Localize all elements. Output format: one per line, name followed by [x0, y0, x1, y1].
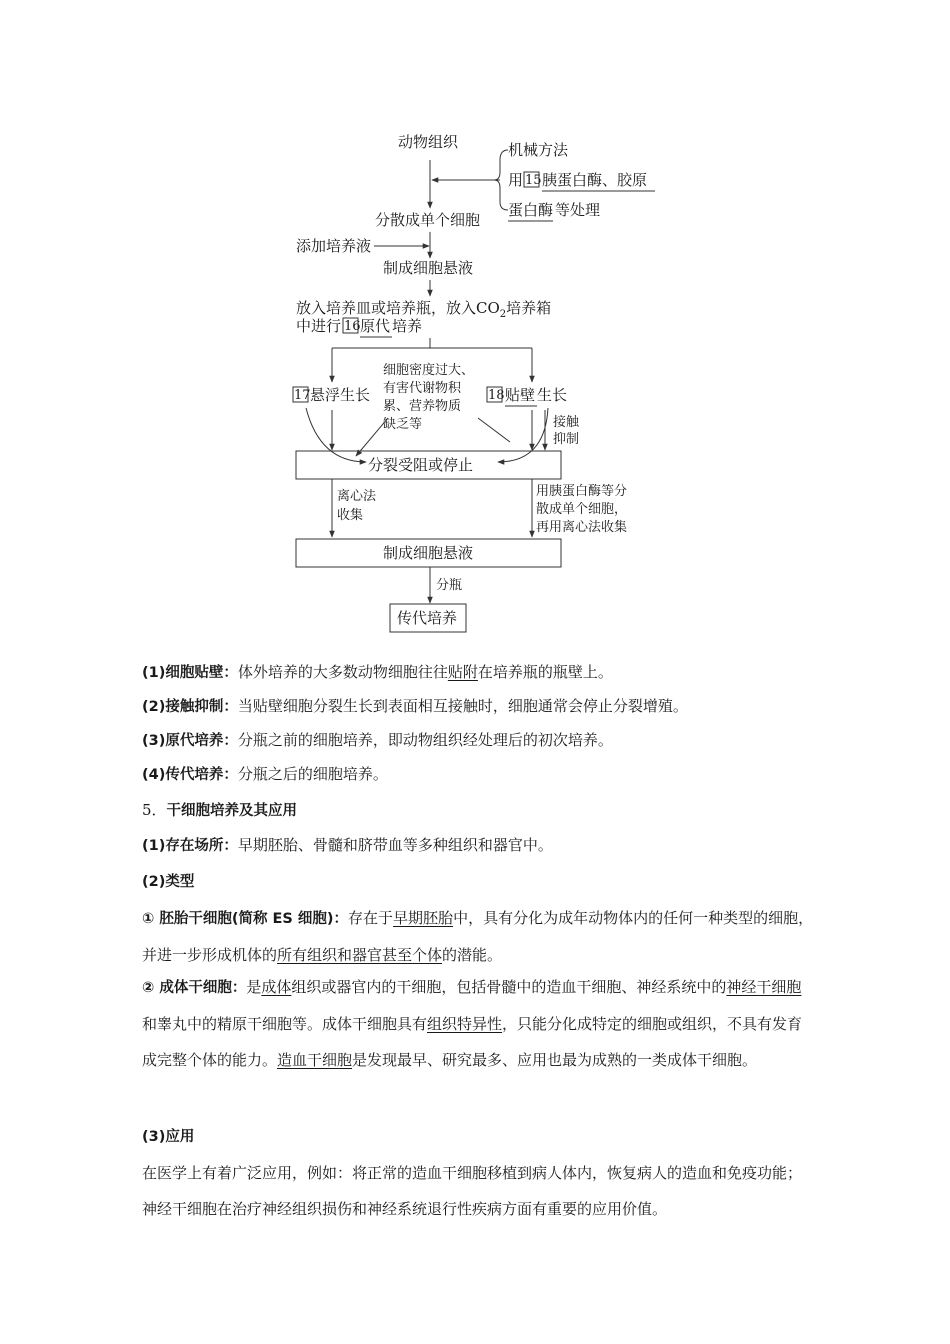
p1-b: 在培养瓶的瓶壁上。	[477, 663, 613, 681]
adherent-growth: 贴壁	[505, 386, 536, 404]
c2-d: ，只能分化成特定的细胞或组织，不具有发育成完整个体的能力。	[142, 1015, 803, 1069]
e1-a: 早期胚胎、骨髓和脐带血等多种组织和器官中。	[237, 836, 553, 854]
p1-u: 贴附	[447, 663, 478, 681]
method-enzyme-prefix: 用	[508, 171, 524, 189]
reason-4: 缺乏等	[383, 417, 423, 432]
p3-a: 分瓶之前的细胞培养，即动物组织经处理后的初次培养。	[237, 731, 613, 749]
p4-label: (4)传代培养：	[142, 767, 238, 783]
c2-a: 是	[246, 978, 262, 996]
c1-u1: 早期胚胎	[393, 909, 454, 927]
incubate-line2-prefix: 中进行	[296, 317, 342, 335]
reason-2: 有害代谢物积	[383, 381, 462, 396]
subculture-label: 传代培养	[397, 609, 458, 627]
contact-2: 抑制	[553, 432, 580, 447]
c1-b: 中，具有分化为成年动物体内的任何一种类型的细胞，并进一步形成机体的	[142, 909, 814, 964]
incubate-line1: 放入培养皿或培养瓶，放入$CO_2$培养箱	[296, 299, 552, 320]
treatment-brace	[494, 150, 508, 210]
c1-u2: 所有组织和器官甚至个体	[277, 946, 443, 964]
marker-18: 18	[488, 388, 505, 403]
e1-label: (1)存在场所：	[142, 838, 238, 854]
p-types	[142, 865, 814, 898]
reason-3: 累、营养物质	[383, 399, 462, 414]
marker-16: 16	[344, 319, 361, 334]
primary-culture: 原代	[360, 317, 391, 335]
incubate-line2-suffix: 培养	[392, 317, 423, 335]
reason-1: 细胞密度过大、	[383, 363, 475, 378]
enzyme-suffix: 等处理	[555, 201, 601, 219]
p-contact-inhibition	[142, 690, 814, 723]
p1-a: 体外培养的大多数动物细胞往往	[237, 663, 448, 681]
c2-label: ② 成体干细胞：	[142, 980, 247, 996]
app-text: 在医学上有着广泛应用，例如：将正常的造血干细胞移植到病人体内，恢复病人的造血和免疫功能；神经干细胞在治疗神经组织损伤和神经系统退行性疾病方面有重要的应用价值。	[142, 1164, 803, 1218]
centrifuge-2: 收集	[337, 508, 364, 523]
p-adult-stem-cells	[142, 969, 814, 1078]
split-bottle-label: 分瓶	[436, 578, 463, 593]
curve-right	[498, 408, 548, 462]
reason-arrow-left	[356, 418, 388, 456]
suspension-label: 制成细胞悬液	[383, 259, 474, 277]
p-primary-culture	[142, 724, 814, 757]
culture-flowchart	[0, 0, 950, 640]
add-medium-label: 添加培养液	[296, 237, 372, 255]
p-es-cells	[142, 900, 814, 973]
p-subculture	[142, 758, 814, 791]
marker-17: 17	[294, 388, 311, 403]
division-blocked: 分裂受阻或停止	[368, 456, 474, 474]
suspension-growth: 悬浮生长	[310, 386, 371, 404]
adherent-suffix: 生长	[537, 386, 568, 404]
centrifuge-1: 离心法	[337, 489, 377, 504]
p-application-heading	[142, 1120, 814, 1153]
enzyme-b: 蛋白酶	[508, 201, 554, 219]
p2-a: 当贴壁细胞分裂生长到表面相互接触时，细胞通常会停止分裂增殖。	[237, 697, 688, 715]
suspension-label-2: 制成细胞悬液	[383, 544, 474, 562]
c2-b: 组织或器官内的干细胞，包括骨髓中的造血干细胞、神经系统中的	[291, 978, 727, 996]
e2-label: (2)类型	[142, 874, 195, 890]
section-5-heading	[142, 794, 814, 827]
c2-u4: 造血干细胞	[277, 1051, 353, 1069]
p3-label: (3)原代培养：	[142, 733, 238, 749]
p-application	[142, 1155, 814, 1227]
p-location	[142, 829, 814, 862]
c2-u1: 成体	[261, 978, 292, 996]
trypsin-2: 散成单个细胞，	[536, 502, 628, 517]
enzyme-a: 胰蛋白酶、胶原	[542, 171, 648, 189]
p2-label: (2)接触抑制：	[142, 699, 238, 715]
trypsin-3: 再用离心法收集	[536, 520, 628, 535]
method-mechanical: 机械方法	[508, 141, 569, 159]
c2-u2: 神经干细胞	[726, 978, 802, 996]
contact-1: 接触	[553, 415, 580, 430]
disperse-label: 分散成单个细胞	[375, 211, 481, 229]
reason-arrow-right	[478, 418, 510, 442]
c2-u3: 组织特异性	[427, 1015, 503, 1033]
p4-a: 分瓶之后的细胞培养。	[237, 765, 388, 783]
marker-15: 15	[525, 173, 542, 188]
c2-c: 和睾丸中的精原干细胞等。成体干细胞具有	[142, 1015, 428, 1033]
s5-title: 干细胞培养及其应用	[166, 803, 298, 819]
e3-label: (3)应用	[142, 1129, 195, 1145]
s5-num: 5．	[142, 801, 167, 819]
c1-a: 存在于	[348, 909, 394, 927]
p-cell-adhesion	[142, 656, 814, 689]
c1-c: 的潜能。	[442, 946, 503, 964]
c1-label: ① 胚胎干细胞(简称 ES 细胞)：	[142, 911, 349, 927]
curve-left	[306, 408, 366, 462]
p1-label: (1)细胞贴壁：	[142, 665, 238, 681]
trypsin-1: 用胰蛋白酶等分	[536, 484, 628, 499]
tissue-label: 动物组织	[398, 133, 459, 151]
c2-e: 是发现最早、研究最多、应用也最为成熟的一类成体干细胞。	[352, 1051, 758, 1069]
